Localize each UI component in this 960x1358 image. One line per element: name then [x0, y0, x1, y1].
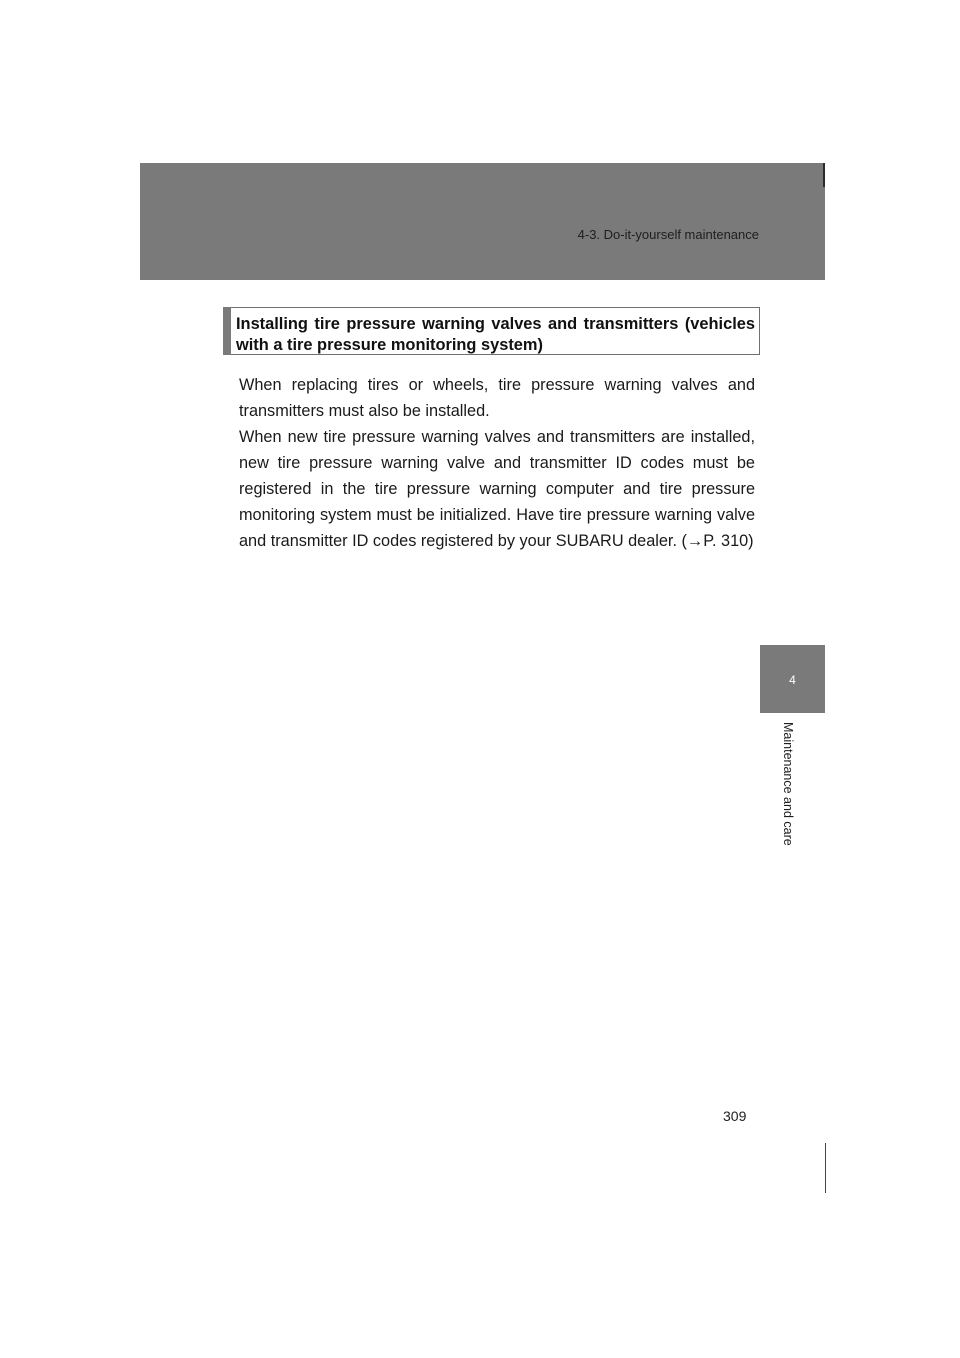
crop-mark-bottom — [825, 1143, 826, 1193]
page-number: 309 — [723, 1108, 747, 1124]
section-heading-box — [223, 307, 760, 355]
section-label: 4-3. Do-it-yourself maintenance — [577, 227, 759, 242]
crop-mark-top — [823, 163, 825, 187]
section-heading: Installing tire pressure warning valves and transmitters (vehicles with a tire pressure monitoring system) — [236, 315, 755, 354]
paragraph-1: When replacing tires or wheels, tire pressure warning valves and transmitters must also be installed. — [239, 376, 755, 420]
chapter-title: Maintenance and care — [781, 722, 795, 846]
chapter-tab — [760, 645, 825, 713]
chapter-number: 4 — [789, 673, 796, 687]
heading-accent-bar — [223, 307, 231, 355]
header-band — [140, 163, 825, 280]
paragraph-2: When new tire pressure warning valves and transmitters are installed, new tire pressure warning valve and transmitter ID codes must be registered in the tire pressure warning computer and tire pressure monitoring system must be initialized. Have tire pressure warning valve and transmitter ID codes registered by your SUBARU dealer. (→P. 310) — [239, 428, 755, 550]
